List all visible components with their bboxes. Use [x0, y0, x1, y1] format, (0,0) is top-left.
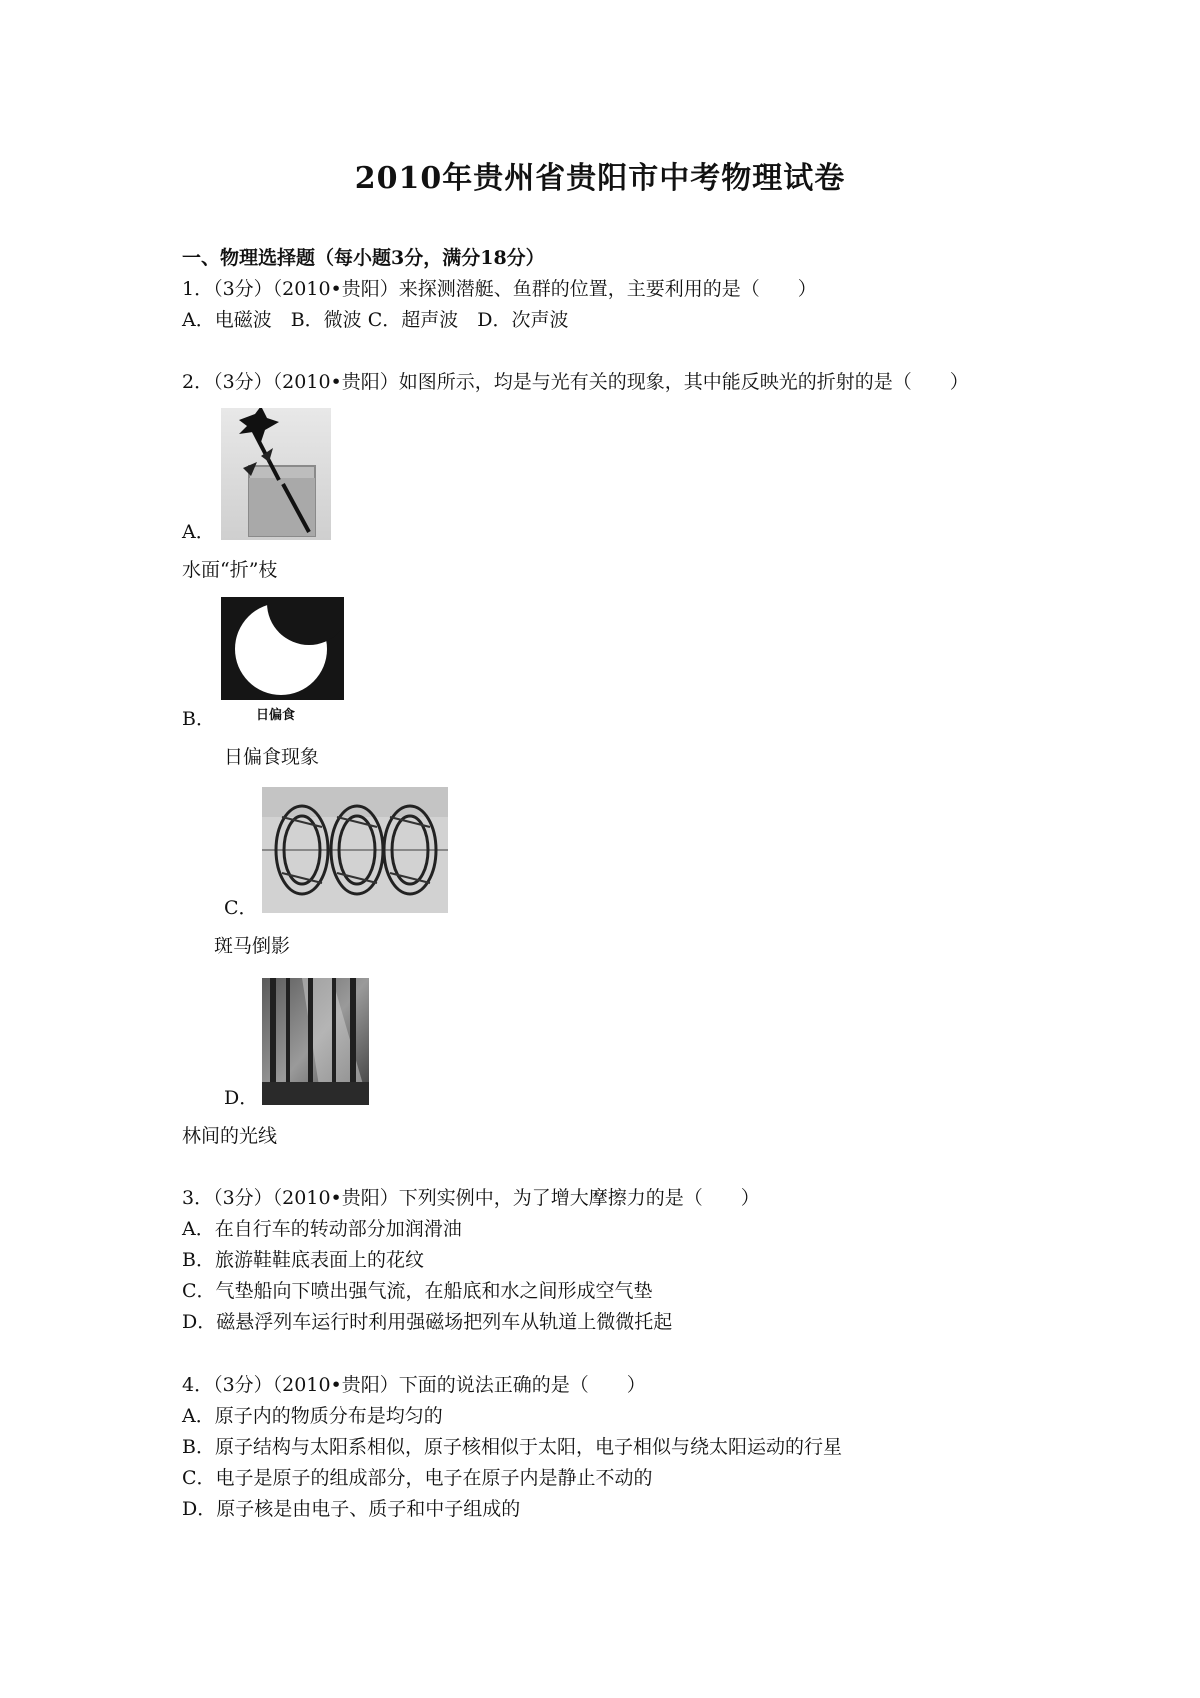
question-4-option-b: B．原子结构与太阳系相似，原子核相似于太阳，电子相似与绕太阳运动的行星: [182, 1436, 842, 1458]
question-2-option-a-label: A．: [182, 521, 215, 543]
question-3-stem: 3．（3分）（2010•贵阳）下列实例中，为了增大摩擦力的是（ ）: [182, 1187, 760, 1209]
eclipse-image-label: 日偏食: [256, 708, 296, 723]
question-2-option-b-caption: 日偏食现象: [224, 746, 320, 768]
forest-light-image: [262, 978, 369, 1105]
question-2-stem: 2．（3分）（2010•贵阳）如图所示，均是与光有关的现象，其中能反映光的折射的是（ ）: [182, 371, 969, 393]
question-3-option-b: B．旅游鞋鞋底表面上的花纹: [182, 1249, 424, 1271]
question-3-option-d: D．磁悬浮列车运行时利用强磁场把列车从轨道上微微托起: [182, 1311, 673, 1333]
question-4-option-a: A．原子内的物质分布是均匀的: [182, 1405, 443, 1427]
question-2-option-b-label: B．: [182, 708, 215, 730]
exam-title: 2010年贵州省贵阳市中考物理试卷: [354, 161, 846, 196]
question-1-stem: 1．（3分）（2010•贵阳）来探测潜艇、鱼群的位置，主要利用的是（ ）: [182, 278, 817, 300]
question-4-option-d: D．原子核是由电子、质子和中子组成的: [182, 1498, 521, 1520]
question-1-options: A．电磁波 B．微波 C．超声波 D．次声波: [182, 309, 569, 331]
question-3-option-c: C．气垫船向下喷出强气流，在船底和水之间形成空气垫: [182, 1280, 653, 1302]
question-4-stem: 4．（3分）（2010•贵阳）下面的说法正确的是（ ）: [182, 1374, 646, 1396]
question-2-option-d-caption: 林间的光线: [182, 1125, 278, 1147]
solar-eclipse-image: [221, 597, 344, 700]
question-2-option-c-caption: 斑马倒影: [214, 935, 291, 957]
section-heading: 一、物理选择题（每小题3分，满分18分）: [182, 247, 545, 269]
question-2-option-c-label: C．: [224, 897, 258, 919]
flower-in-glass-image: [221, 408, 331, 540]
question-2-option-a-caption: 水面“折”枝: [182, 559, 278, 581]
question-3-option-a: A．在自行车的转动部分加润滑油: [182, 1218, 462, 1240]
question-2-option-d-label: D．: [224, 1087, 259, 1109]
zebra-reflection-image: [262, 787, 448, 913]
question-4-option-c: C．电子是原子的组成部分，电子在原子内是静止不动的: [182, 1467, 653, 1489]
